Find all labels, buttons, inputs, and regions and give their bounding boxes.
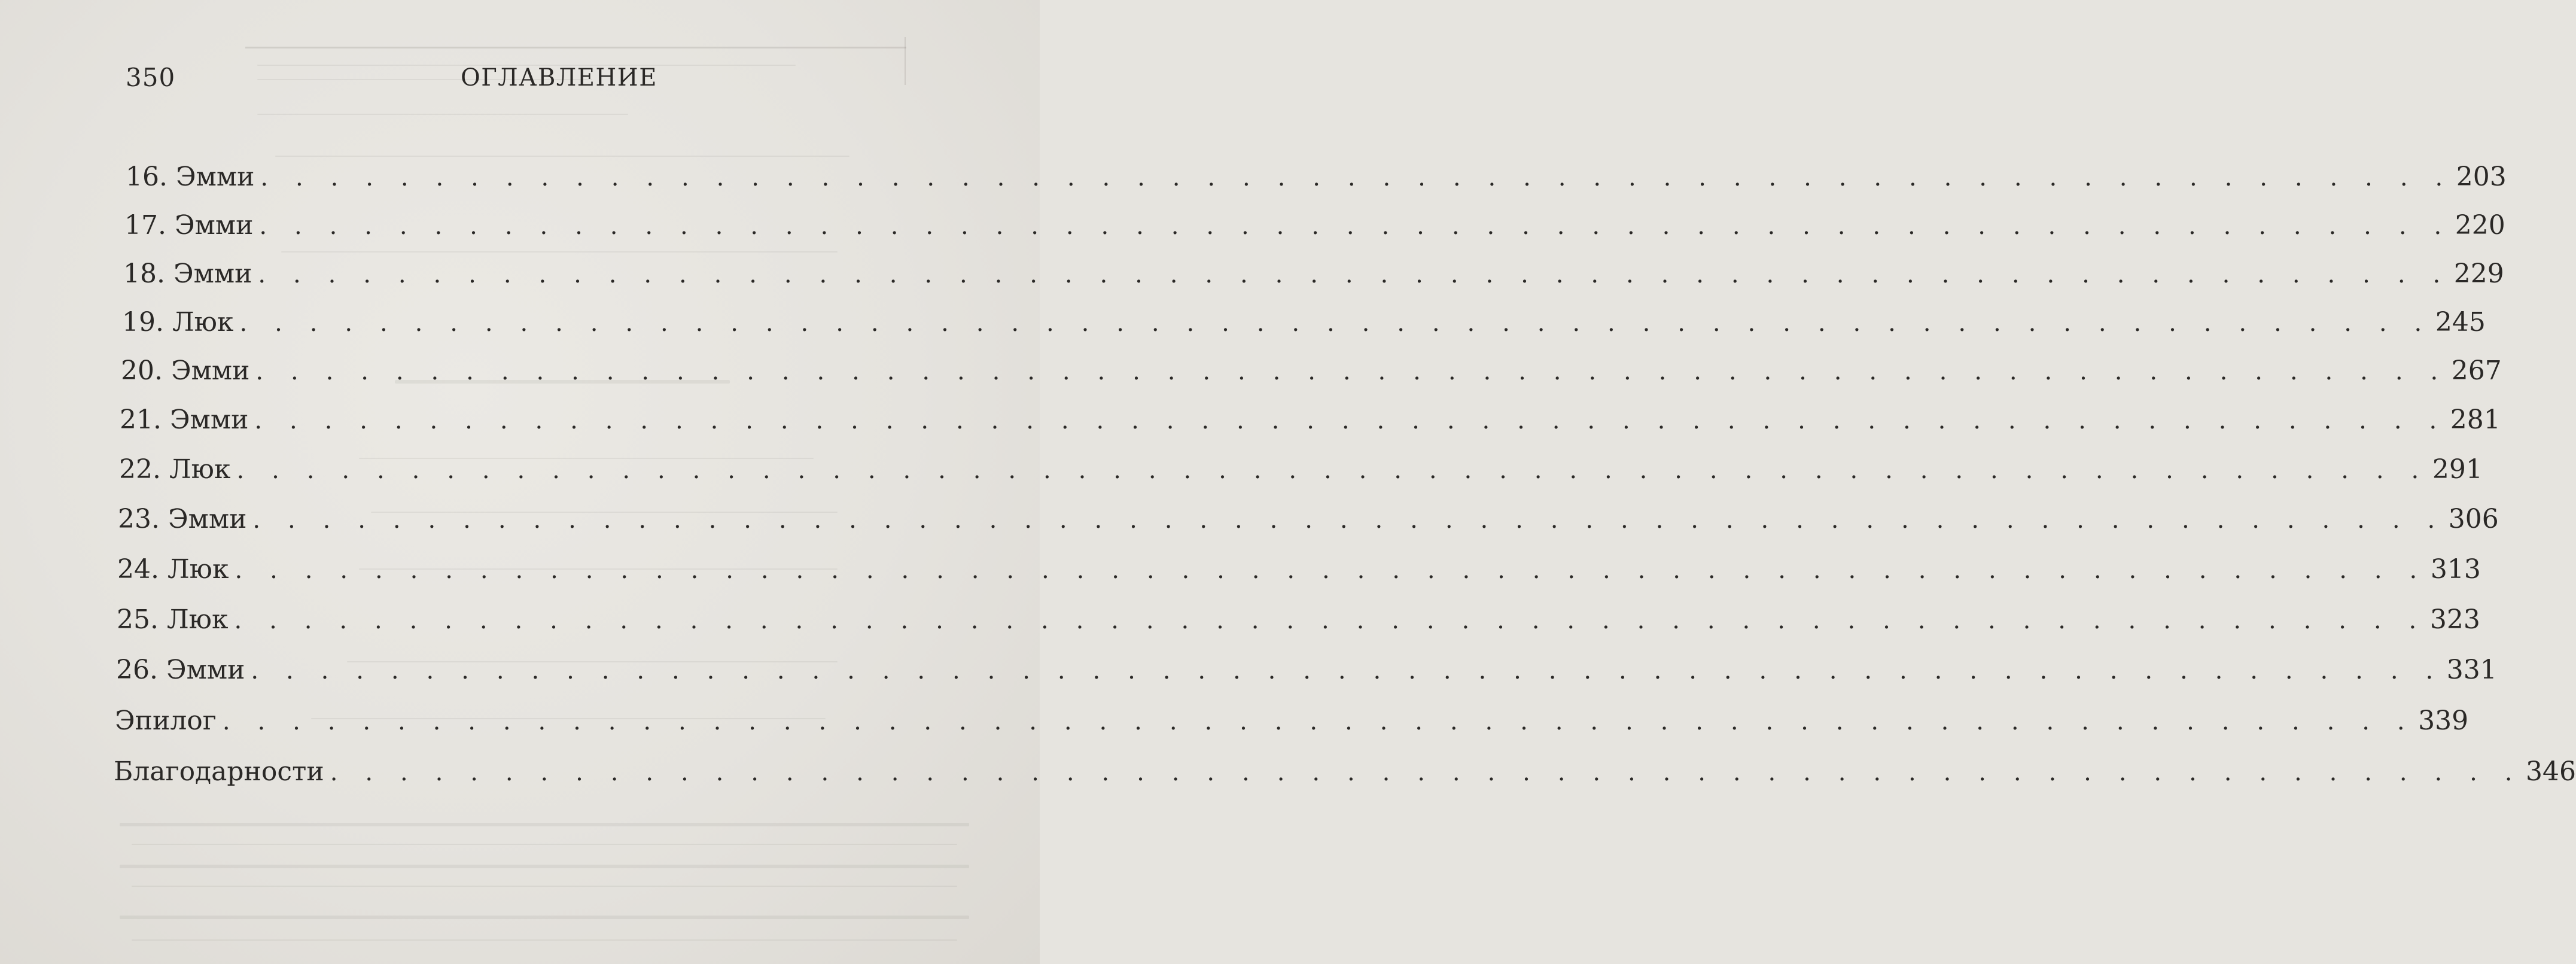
toc-entry-page: 331 [2446,655,2497,685]
toc-entry-page: 346 [2526,756,2576,787]
page-number: 350 [126,63,176,92]
toc-entry-title: Благодарности [114,756,324,787]
toc-entry-title: 24. Люк [117,554,229,585]
toc-entry-page: 323 [2429,604,2480,635]
toc-entry-title: 20. Эмми [121,355,250,386]
toc-entry-title: 18. Эмми [123,259,252,289]
toc-entry-page: 245 [2435,307,2486,337]
toc-entry-page: 281 [2450,405,2501,435]
toc-entry-page: 306 [2448,504,2499,534]
toc-entry-title: 17. Эмми [124,210,254,241]
toc-entry [126,159,2507,195]
dot-leader: . . . . . . . . . . . . . . . . . . . . . . . . . . . . . . . . . . . . . . . . . . . . . . . . . . . . . . . . . . . . . . . [260,164,2453,191]
toc-entry-title: 19. Люк [122,307,234,337]
toc-entry-page: 229 [2453,259,2504,289]
toc-entry-page: 203 [2456,162,2507,192]
toc-entry-page: 267 [2451,355,2502,386]
dot-leader: . . . . . . . . . . . . . . . . . . . . . . . . . . . . . . . . . . . . . . . . . . . . . . . . . . . . . . . . . . . . . . . [258,261,2450,288]
section-title: ОГЛАВЛЕНИЕ [461,64,657,92]
toc-entry-title: 25. Люк [117,604,229,635]
toc-entry-page: 220 [2455,210,2505,241]
toc-entry [117,552,2481,588]
toc-entry-title: Эпилог [115,705,217,736]
toc-entry [116,652,2497,688]
toc-entry-title: 23. Эмми [118,504,247,534]
dot-leader: . . . . . . . . . . . . . . . . . . . . . . . . . . . . . . . . . . . . . . . . . . . . . . . . . . . . . . . . . . . . . . . [239,309,2432,337]
toc-entry [120,402,2501,438]
toc-entry-title: 22. Люк [119,454,231,485]
dot-leader: . . . . . . . . . . . . . . . . . . . . . . . . . . . . . . . . . . . . . . . . . . . . . . . . . . . . . . . . . . . . . . . [254,407,2447,434]
toc-entry [124,208,2505,244]
toc-entry-title: 16. Эмми [126,162,255,192]
toc-entry [121,353,2502,389]
toc-entry [123,256,2504,292]
toc-entry-title: 21. Эмми [120,405,249,435]
toc-entry [115,703,2469,739]
toc-entry-page: 313 [2430,554,2481,585]
toc-entry-title: 26. Эмми [116,655,245,685]
dot-leader: . . . . . . . . . . . . . . . . . . . . . . . . . . . . . . . . . . . . . . . . . . . . . . . . . . . . . . . . . . . . . . . [251,657,2443,685]
dot-leader: . . . . . . . . . . . . . . . . . . . . . . . . . . . . . . . . . . . . . . . . . . . . . . . . . . . . . . . . . . . . . . . [255,358,2448,385]
dot-leader: . . . . . . . . . . . . . . . . . . . . . . . . . . . . . . . . . . . . . . . . . . . . . . . . . . . . . . . . . . . . . . . [234,607,2426,634]
dot-leader: . . . . . . . . . . . . . . . . . . . . . . . . . . . . . . . . . . . . . . . . . . . . . . . . . . . . . . . . . . . . . . . [222,708,2415,735]
toc-entry [122,305,2486,340]
toc-entry-page: 291 [2432,454,2483,485]
toc-entry [119,452,2483,488]
dot-leader: . . . . . . . . . . . . . . . . . . . . . . . . . . . . . . . . . . . . . . . . . . . . . . . . . . . . . . . . . . . . . . . [259,212,2452,240]
dot-leader: . . . . . . . . . . . . . . . . . . . . . . . . . . . . . . . . . . . . . . . . . . . . . . . . . . . . . . . . . . . . . . . [235,556,2427,584]
toc-entry [117,602,2480,638]
dot-leader: . . . . . . . . . . . . . . . . . . . . . . . . . . . . . . . . . . . . . . . . . . . . . . . . . . . . . . . . . . . . . . . [330,759,2523,786]
dot-leader: . . . . . . . . . . . . . . . . . . . . . . . . . . . . . . . . . . . . . . . . . . . . . . . . . . . . . . . . . . . . . . . [252,506,2445,534]
toc-entry [118,501,2499,537]
toc-entry [114,754,2576,790]
dot-leader: . . . . . . . . . . . . . . . . . . . . . . . . . . . . . . . . . . . . . . . . . . . . . . . . . . . . . . . . . . . . . . . [236,457,2429,484]
toc-entry-page: 339 [2418,705,2469,736]
